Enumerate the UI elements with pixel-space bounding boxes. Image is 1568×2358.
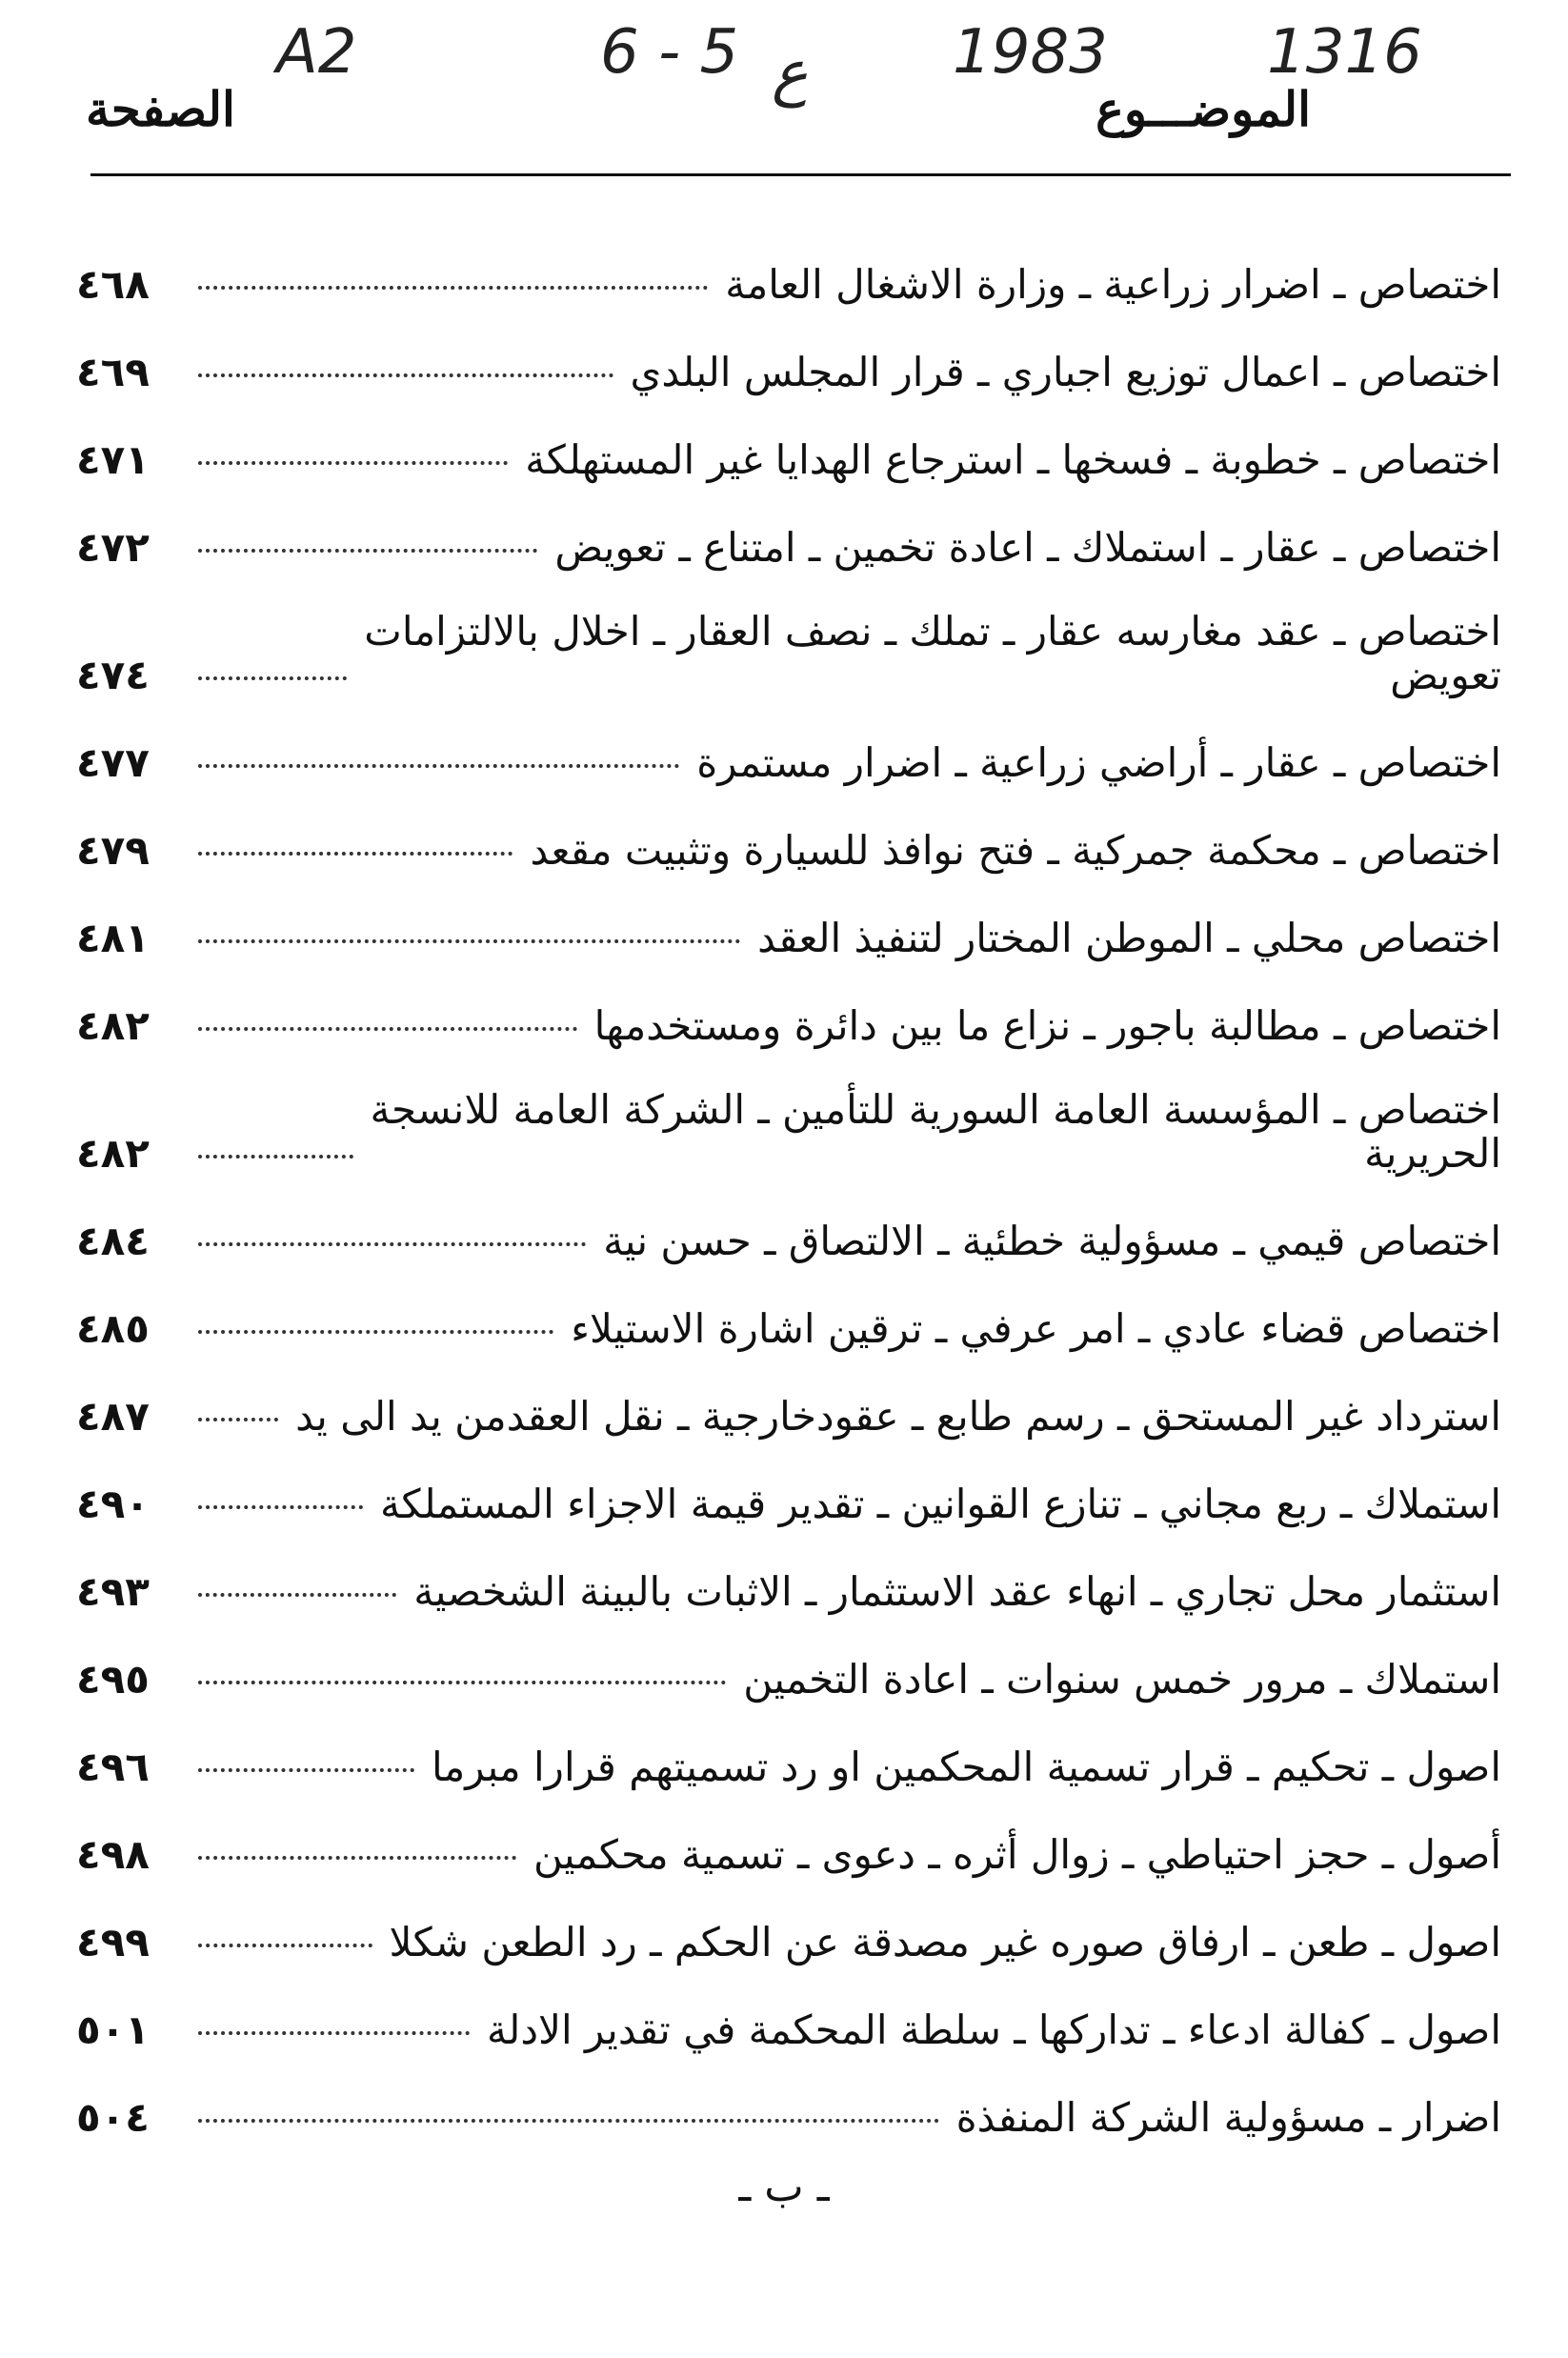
toc-entry — [76, 785, 1501, 873]
toc-entry-title — [757, 917, 1501, 960]
toc-entry — [76, 394, 1501, 482]
toc-entry-title — [554, 526, 1501, 570]
toc-entry-title — [571, 1307, 1501, 1351]
toc-entry-line1: استملاك ـ مرور خمس سنوات ـ اعادة التخمين — [743, 1656, 1501, 1703]
dot-leader — [198, 1330, 553, 1334]
toc-entry-title — [371, 1088, 1501, 1176]
dot-leader — [198, 1155, 353, 1159]
toc-entry-line1: اختصاص ـ اعمال توزيع اجباري ـ قرار المجلس البلدي — [630, 349, 1501, 395]
dot-leader — [198, 286, 708, 290]
toc-entry-page-number: ٥٠١ — [76, 2006, 150, 2053]
handwritten-note-c: ع — [772, 38, 809, 109]
toc-entry-line1: اختصاص ـ مطالبة باجور ـ نزاع ما بين دائرة ومستخدمها — [593, 1002, 1501, 1049]
toc-entry-page-number: ٤٧٩ — [76, 827, 150, 874]
toc-entry-title — [487, 2008, 1501, 2052]
toc-entry — [76, 1702, 1501, 1789]
page-column-header: الصفحة — [86, 81, 235, 137]
toc-entry-line1: استرداد غير المستحق ـ رسم طابع ـ عقودخارجية ـ نقل العقدمن يد الى يد — [295, 1393, 1501, 1440]
toc-entry — [76, 219, 1501, 307]
toc-entry-title — [603, 1219, 1501, 1263]
toc-entry-page-number: ٤٩٠ — [76, 1481, 150, 1527]
subject-column-header: الموضـــوع — [1096, 81, 1311, 137]
toc-entry-line2: تعويض — [1390, 652, 1501, 698]
toc-entry — [76, 2052, 1501, 2140]
toc-entry-title — [696, 741, 1501, 785]
toc-entry — [76, 1789, 1501, 1877]
dot-leader — [198, 1856, 516, 1860]
toc-entry-page-number: ٤٧١ — [76, 436, 150, 483]
toc-entry — [76, 1877, 1501, 1965]
toc-entry-title — [380, 1482, 1501, 1526]
toc-entry-line1: أصول ـ حجز احتياطي ـ زوال أثره ـ دعوى ـ تسمية محكمين — [533, 1831, 1501, 1878]
toc-entry-line1: اختصاص قضاء عادي ـ امر عرفي ـ ترقين اشارة الاستيلاء — [571, 1305, 1501, 1352]
toc-entry-page-number: ٤٦٩ — [76, 349, 150, 395]
toc-entry-page-number: ٤٩٦ — [76, 1743, 150, 1790]
handwritten-note-d: 1983 — [953, 17, 1108, 88]
toc-entry-page-number: ٤٨٧ — [76, 1393, 150, 1440]
dot-leader — [198, 373, 613, 377]
toc-entry — [76, 1439, 1501, 1526]
handwritten-note-b: 6 - 5 — [600, 17, 739, 88]
toc-entry-line2: الحريرية — [1364, 1130, 1501, 1177]
page-footer-letter: ـ ب ـ — [738, 2163, 830, 2211]
toc-entry-title — [413, 1570, 1501, 1614]
dot-leader — [198, 764, 679, 768]
toc-entry-line1: اصول ـ طعن ـ ارفاق صوره غير مصدقة عن الحكم ـ رد الطعن شكلا — [389, 1919, 1501, 1965]
toc-entry-line1: اختصاص ـ محكمة جمركية ـ فتح نوافذ للسيارة وتثبيت مقعد — [530, 827, 1501, 874]
toc-entry — [76, 1351, 1501, 1439]
toc-entry — [76, 873, 1501, 960]
toc-entry-line1: اختصاص ـ عقار ـ استملاك ـ اعادة تخمين ـ امتناع ـ تعويض — [554, 524, 1501, 571]
toc-entry-line1: اضرار ـ مسؤولية الشركة المنفذة — [955, 2094, 1501, 2141]
toc-entry — [76, 482, 1501, 570]
toc-entry — [76, 1965, 1501, 2052]
toc-entry-page-number: ٤٧٤ — [76, 652, 150, 698]
table-of-contents — [76, 219, 1501, 2140]
toc-entry-line1: استثمار محل تجاري ـ انهاء عقد الاستثمار ـ الاثبات بالبينة الشخصية — [413, 1568, 1501, 1615]
toc-entry — [76, 960, 1501, 1048]
dot-leader — [198, 2119, 939, 2123]
toc-entry — [76, 570, 1501, 697]
dot-leader — [198, 1505, 363, 1509]
toc-entry-page-number: ٤٨٢ — [76, 1130, 150, 1177]
toc-entry-title — [956, 2096, 1501, 2140]
handwritten-note-e: 1316 — [1267, 17, 1422, 88]
toc-entry-title — [533, 1833, 1501, 1877]
toc-entry — [76, 1526, 1501, 1614]
toc-entry-line1: استملاك ـ ربع مجاني ـ تنازع القوانين ـ تقدير قيمة الاجزاء المستملكة — [380, 1481, 1501, 1527]
toc-entry-line1: اختصاص ـ خطوبة ـ فسخها ـ استرجاع الهدايا غير المستهلكة — [525, 436, 1501, 483]
toc-entry-title — [525, 438, 1501, 482]
toc-entry-title — [432, 1745, 1501, 1789]
dot-leader — [198, 1768, 414, 1772]
toc-entry-line1: اختصاص ـ عقد مغارسه عقار ـ تملك ـ نصف العقار ـ اخلال بالالتزامات — [364, 608, 1501, 655]
toc-entry-page-number: ٤٧٧ — [76, 739, 150, 786]
toc-entry-line1: اختصاص قيمي ـ مسؤولية خطئية ـ الالتصاق ـ حسن نية — [603, 1218, 1501, 1264]
dot-leader — [198, 1593, 396, 1597]
dot-leader — [198, 1242, 586, 1246]
dot-leader — [198, 1418, 278, 1421]
toc-entry-page-number: ٤٩٨ — [76, 1831, 150, 1878]
toc-entry — [76, 1048, 1501, 1176]
toc-entry-title — [743, 1658, 1501, 1702]
toc-entry — [76, 697, 1501, 785]
dot-leader — [198, 939, 740, 943]
toc-entry — [76, 1614, 1501, 1702]
toc-entry-page-number: ٤٨٤ — [76, 1218, 150, 1264]
dot-leader — [198, 2031, 470, 2035]
dot-leader — [198, 549, 537, 553]
toc-entry-page-number: ٥٠٤ — [76, 2094, 150, 2141]
toc-entry-title — [594, 1004, 1501, 1048]
toc-entry-title — [364, 610, 1501, 697]
toc-entry-line1: اختصاص ـ عقار ـ أراضي زراعية ـ اضرار مستمرة — [696, 739, 1501, 786]
toc-entry-page-number: ٤٩٣ — [76, 1568, 150, 1615]
toc-entry-line1: اصول ـ كفالة ادعاء ـ تداركها ـ سلطة المحكمة في تقدير الادلة — [487, 2006, 1501, 2053]
toc-entry-title — [631, 351, 1501, 394]
toc-entry-line1: اختصاص ـ المؤسسة العامة السورية للتأمين ـ الشركة العامة للانسجة — [370, 1086, 1501, 1133]
toc-entry-title — [390, 1921, 1501, 1965]
toc-entry-page-number: ٤٩٩ — [76, 1919, 150, 1965]
toc-entry-line1: اصول ـ تحكيم ـ قرار تسمية المحكمين او رد تسميتهم قرارا مبرما — [432, 1743, 1501, 1790]
dot-leader — [198, 1944, 372, 1947]
dot-leader — [198, 461, 508, 465]
toc-entry-line1: اختصاص ـ اضرار زراعية ـ وزارة الاشغال العامة — [725, 261, 1501, 308]
toc-entry-page-number: ٤٧٢ — [76, 524, 150, 571]
toc-entry-line1: اختصاص محلي ـ الموطن المختار لتنفيذ العقد — [757, 915, 1501, 961]
toc-entry — [76, 1176, 1501, 1263]
dot-leader — [198, 1027, 577, 1031]
toc-entry-page-number: ٤٨٢ — [76, 1002, 150, 1049]
toc-entry-title — [725, 263, 1501, 307]
toc-entry — [76, 1263, 1501, 1351]
toc-entry-title — [530, 829, 1501, 873]
toc-entry-page-number: ٤٨٥ — [76, 1305, 150, 1352]
toc-entry-page-number: ٤٦٨ — [76, 261, 150, 308]
toc-entry-page-number: ٤٨١ — [76, 915, 150, 961]
handwritten-note-a: A2 — [276, 17, 357, 88]
dot-leader — [198, 852, 513, 856]
header-divider — [90, 173, 1511, 176]
dot-leader — [198, 1681, 726, 1684]
toc-entry — [76, 307, 1501, 394]
dot-leader — [198, 676, 347, 680]
toc-entry-title — [295, 1395, 1501, 1439]
toc-entry-page-number: ٤٩٥ — [76, 1656, 150, 1703]
